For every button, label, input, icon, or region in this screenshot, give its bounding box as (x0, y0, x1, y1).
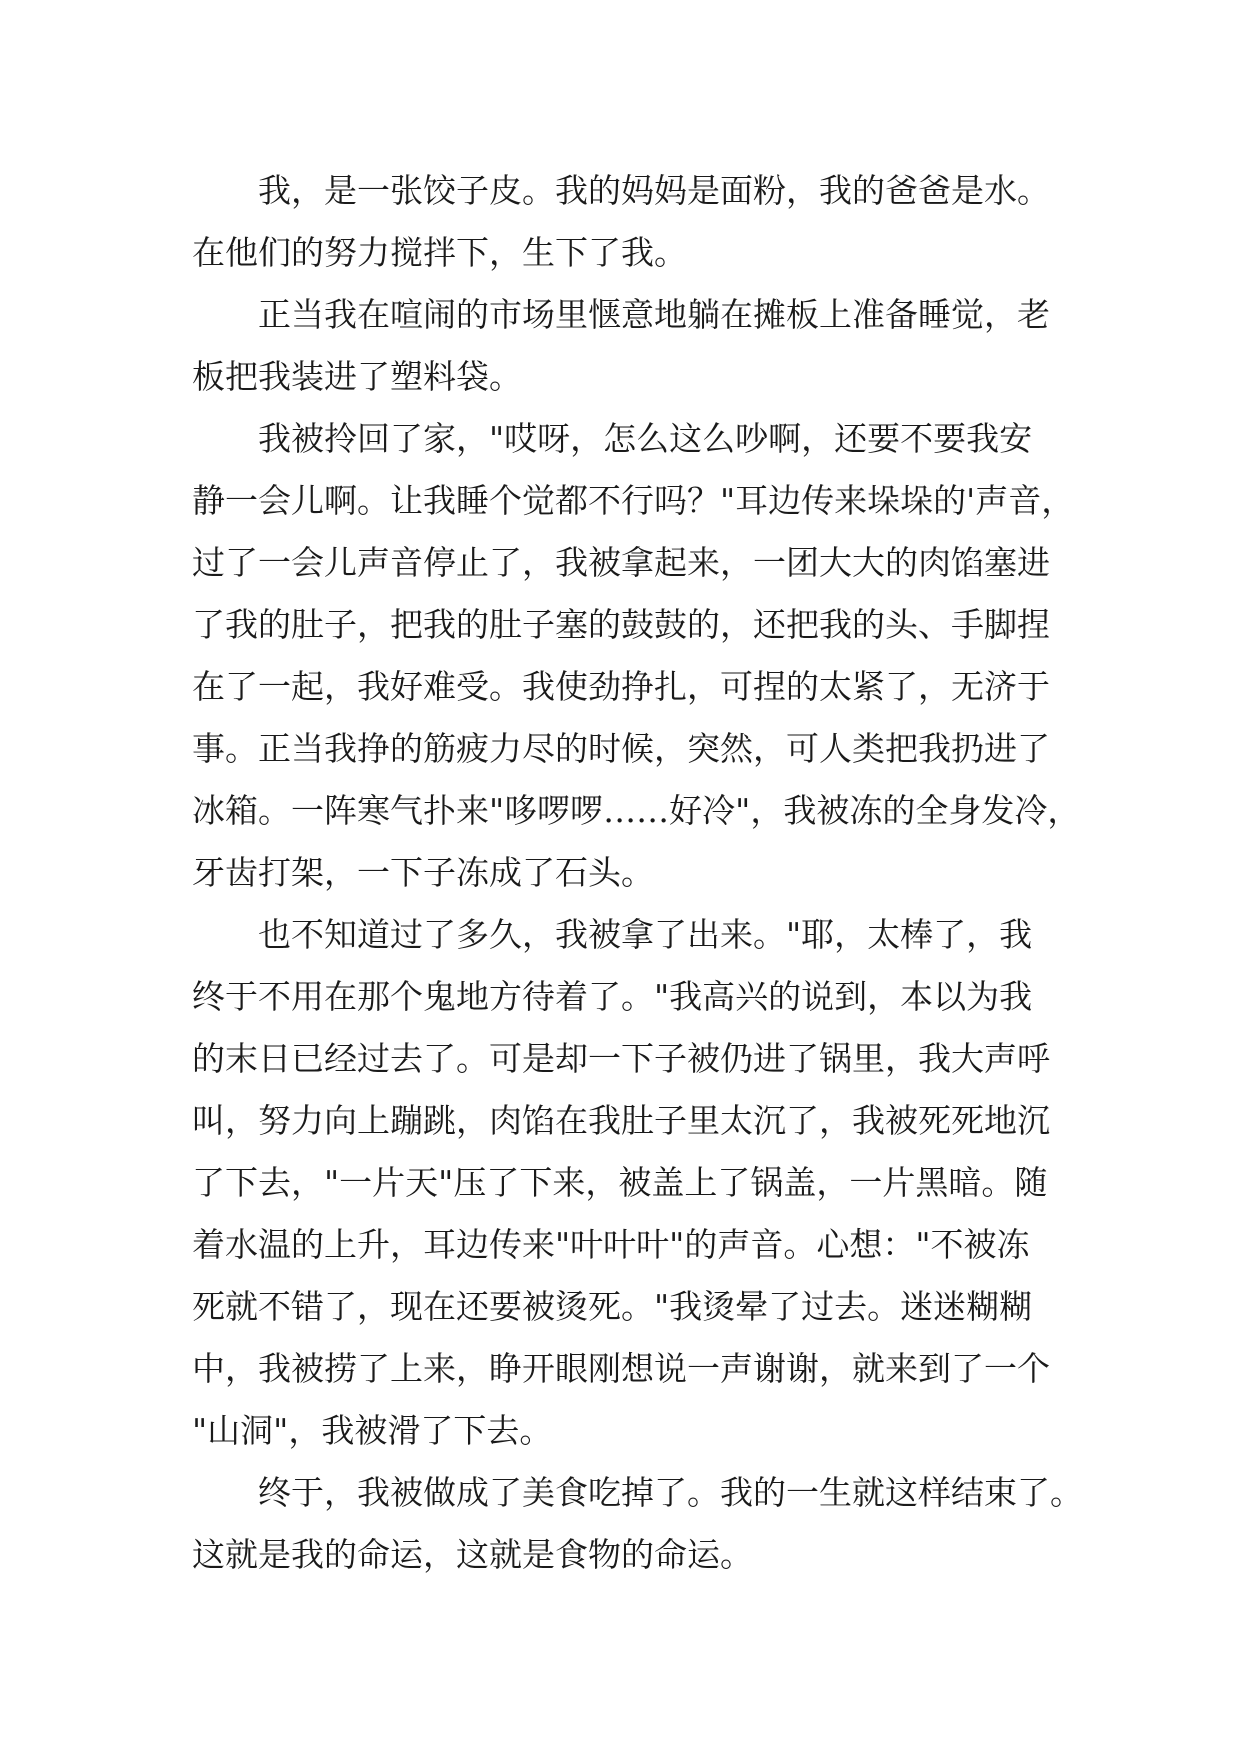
paragraph-line: 也不知道过了多久，我被拿了出来。"耶，太棒了，我 (258, 915, 1033, 954)
paragraph-line: "山洞"，我被滑了下去。 (192, 1411, 553, 1450)
paragraph (192, 284, 1052, 408)
paragraph-line: 终于，我被做成了美食吃掉了。我的一生就这样结束了。 (258, 1473, 1083, 1512)
paragraph-line: 了下去，"一片天"压了下来，被盖上了锅盖，一片黑暗。随 (192, 1163, 1048, 1202)
paragraph-line: 的末日已经过去了。可是却一下子被仍进了锅里，我大声呼 (192, 1039, 1050, 1078)
paragraph-line: 着水温的上升，耳边传来"叶叶叶"的声音。心想："不被冻 (192, 1225, 1030, 1264)
paragraph-line: 了我的肚子，把我的肚子塞的鼓鼓的，还把我的头、手脚捏 (192, 605, 1050, 644)
paragraph-line: 正当我在喧闹的市场里惬意地躺在摊板上准备睡觉，老 (258, 295, 1050, 334)
paragraph-line: 冰箱。一阵寒气扑来"哆啰啰……好冷"，我被冻的全身发冷， (192, 791, 1081, 830)
paragraph-line: 这就是我的命运，这就是食物的命运。 (192, 1535, 753, 1574)
paragraph-line: 事。正当我挣的筋疲力尽的时候，突然，可人类把我扔进了 (192, 729, 1050, 768)
paragraph-line: 板把我装进了塑料袋。 (192, 357, 522, 396)
paragraph-line: 死就不错了，现在还要被烫死。"我烫晕了过去。迷迷糊糊 (192, 1287, 1033, 1326)
paragraph-line: 牙齿打架，一下子冻成了石头。 (192, 853, 654, 892)
paragraph-line: 在了一起，我好难受。我使劲挣扎，可捏的太紧了，无济于 (192, 667, 1050, 706)
paragraph-line: 叫，努力向上蹦跳，肉馅在我肚子里太沉了，我被死死地沉 (192, 1101, 1050, 1140)
paragraph-line: 在他们的努力搅拌下，生下了我。 (192, 233, 687, 272)
paragraph-line: 中，我被捞了上来，睁开眼刚想说一声谢谢，就来到了一个 (192, 1349, 1050, 1388)
paragraph-line: 终于不用在那个鬼地方待着了。"我高兴的说到，本以为我 (192, 977, 1033, 1016)
paragraph-line: 过了一会儿声音停止了，我被拿起来，一团大大的肉馅塞进 (192, 543, 1050, 582)
paragraph (192, 408, 1081, 904)
paragraph (192, 1462, 1083, 1586)
document-body (192, 160, 1083, 1586)
paragraph-line: 我被拎回了家，"哎呀，怎么这么吵啊，还要不要我安 (258, 419, 1033, 458)
paragraph-line: 我，是一张饺子皮。我的妈妈是面粉，我的爸爸是水。 (258, 171, 1050, 210)
paragraph-line: 静一会儿啊。让我睡个觉都不行吗？"耳边传来垛垛的'声音， (192, 481, 1075, 520)
paragraph (192, 904, 1052, 1462)
paragraph (192, 160, 1052, 284)
